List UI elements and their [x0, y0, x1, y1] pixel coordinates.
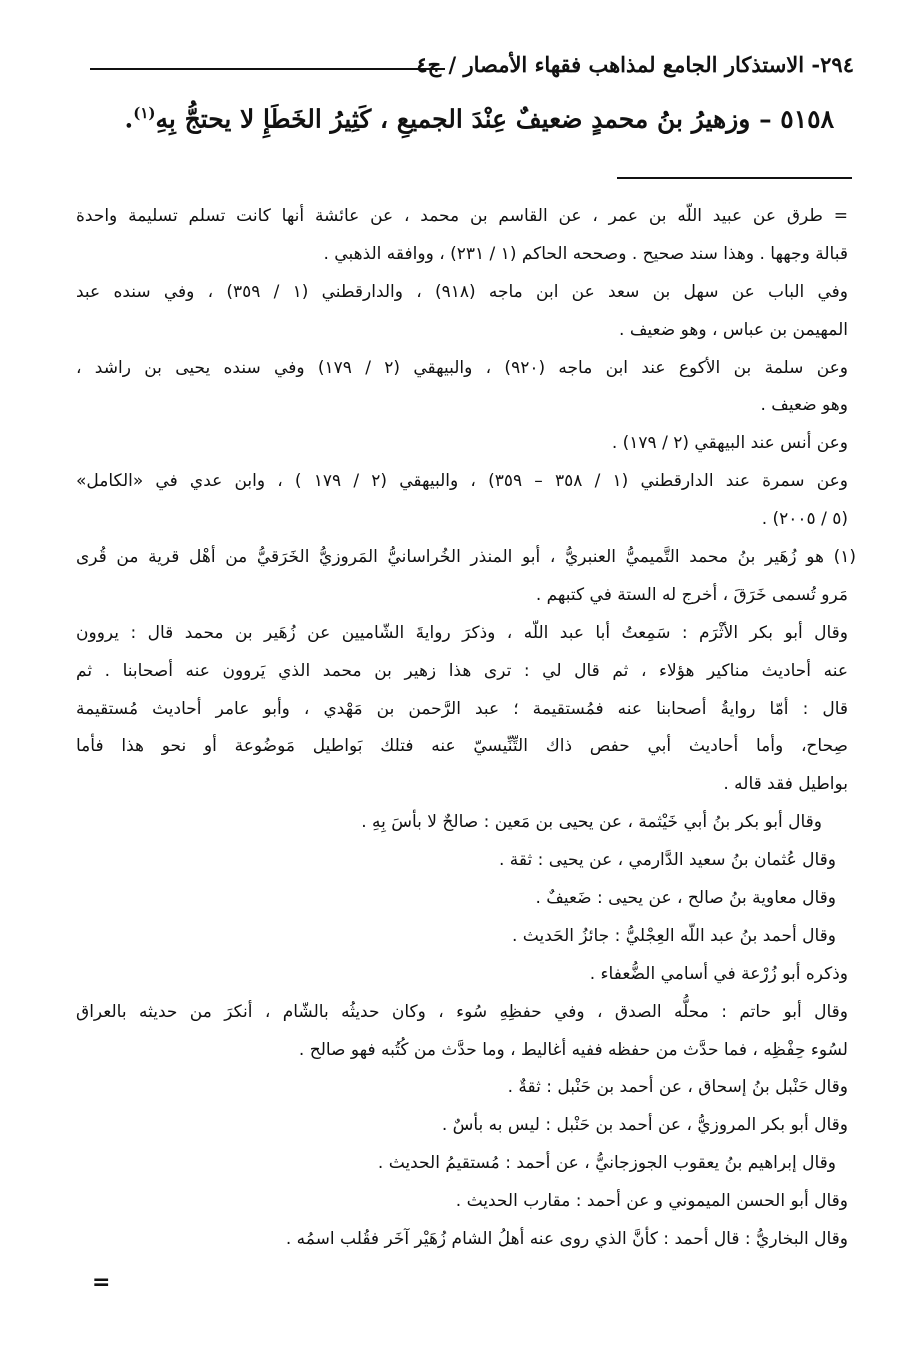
main-entry: ٥١٥٨ – وزهيرُ بنُ محمدٍ ضعيفٌ عِنْدَ الجميعِ ، كَثِيرُ الخَطَإِ لا يحتجُّ بِهِ$^{(١)}$.	[124, 104, 834, 134]
note-line: وهو ضعيف .	[760, 395, 848, 416]
footnote-line: عنه أحاديث مناكير هؤلاء ، ثم قال لي : ترى هذا زهير بن محمد الذي يَروون عنه أصحابنا . ثم	[76, 660, 848, 681]
footnote-line: صِحاح، وأما أحاديث أبي حفص ذاك التِّنِّيسيّ عنه فتلك بَواطيل مَوضُوعة أو نحو هذا فأما	[76, 736, 848, 757]
footnote-line: وقال معاوية بنُ صالح ، عن يحيى : ضَعيفٌ .	[535, 888, 836, 909]
footnote-line: قال : أمّا روايةُ أصحابنا عنه فمُستقيمة ؛ عبد الرَّحمن بن مَهْدي ، وأبو عامر أحاديث مُستقيمة	[76, 698, 848, 719]
footnote-line: وقال حَنْبل بنُ إسحاق ، عن أحمد بن حَنْبل : ثقةٌ .	[507, 1077, 848, 1098]
footnote-line: وقال أبو الحسن الميموني و عن أحمد : مقارب الحديث .	[455, 1191, 848, 1212]
footnote-line: وقال أبو حاتم : محلُّه الصدق ، وفي حفظِهِ سُوء ، وكان حديثُه بالشّام ، أنكرَ من حديثه بالعراق	[76, 1001, 848, 1022]
footnote-line: وقال أبو بكر الأثْرَم : سَمِعتُ أبا عبد اللّه ، وذكرَ روايةَ الشّاميين عن زُهَير بن محمد قال : يروون	[76, 622, 848, 643]
footnote-line: وقال أحمد بنُ عبد اللّه العِجْليُّ : جائزُ الحَديث .	[511, 925, 836, 946]
footnote-line: وقال إبراهيم بنُ يعقوب الجوزجانيُّ ، عن أحمد : مُستقيمُ الحديث .	[377, 1153, 836, 1174]
footnote-line: وقال أبو بكر المروزيُّ ، عن أحمد بن حَنْبل : ليس به بأسٌ .	[441, 1115, 848, 1136]
footnote-line: (١) هو زُهَير بنُ محمد التَّميميُّ العنبريُّ ، أبو المنذر الخُراسانيُّ المَروزيُّ الخَرَقيُّ من أهْل قرية من قُرى	[76, 547, 856, 568]
note-line: وعن سمرة عند الدارقطني (١ / ٣٥٨ – ٣٥٩) ، والبيهقي (٢ / ١٧٩ ) ، وابن عدي في «الكامل»	[76, 471, 848, 492]
note-line: وفي الباب عن سهل بن سعد عن ابن ماجه (٩١٨) ، والدارقطني (١ / ٣٥٩) ، وفي سنده عبد	[76, 281, 848, 302]
footnote-line: وقال البخاريُّ : قال أحمد : كأنَّ الذي روى عنه أهلُ الشام زُهَيْر آخَر فقُلب اسمُه .	[285, 1229, 848, 1250]
note-line: = طرق عن عبيد اللّه بن عمر ، عن القاسم بن محمد ، عن عائشة أنها كانت تسلم تسليمة واحدة	[76, 206, 848, 226]
header-rule	[90, 68, 445, 70]
continuation-mark: =	[92, 1270, 111, 1295]
note-line: قبالة وجهها . وهذا سند صحيح . وصححه الحاكم (١ / ٢٣١) ، ووافقه الذهبي .	[323, 243, 848, 264]
footnote-line: وذكره أبو زُرْعة في أسامي الضُّعفاء .	[589, 963, 848, 984]
footnote-separator	[617, 177, 852, 179]
page-header	[90, 52, 854, 92]
note-line: وعن أنس عند البيهقي (٢ / ١٧٩) .	[611, 433, 848, 454]
footnote-line: لسُوء حِفْظِه ، فما حدَّث من حفظه ففيه أغاليط ، وما حدَّث من كُتُبه فهو صالح .	[298, 1039, 848, 1060]
footnotes	[76, 198, 856, 1259]
note-line: وعن سلمة بن الأكوع عند ابن ماجه (٩٢٠) ، والبيهقي (٢ / ١٧٩) وفي سنده يحيى بن راشد ،	[76, 357, 848, 378]
footnote-reference: (١)	[133, 104, 156, 122]
note-line: المهيمن بن عباس ، وهو ضعيف .	[619, 319, 848, 340]
footnote-line: بواطيل فقد قاله .	[723, 774, 848, 795]
footnote-line: وقال أبو بكر بنُ أبي خَيْثمة ، عن يحيى بن مَعين : صالحٌ لا بأسَ بِهِ .	[361, 812, 822, 833]
footnote-line: وقال عُثمان بنُ سعيد الدَّارمي ، عن يحيى : ثقة .	[498, 850, 836, 871]
main-entry-text: ٥١٥٨ – وزهيرُ بنُ محمدٍ ضعيفٌ عِنْدَ الجميعِ ، كَثِيرُ الخَطَإِ لا يحتجُّ بِهِ	[155, 104, 834, 134]
footnote-line: مَرو تُسمى خَرَقَ ، أخرج له الستة في كتبهم .	[535, 584, 848, 605]
note-line: (٥ / ٢٠٠٥) .	[761, 509, 848, 530]
running-title: ٢٩٤- الاستذكار الجامع لمذاهب فقهاء الأمصار / ج٤	[416, 52, 854, 77]
